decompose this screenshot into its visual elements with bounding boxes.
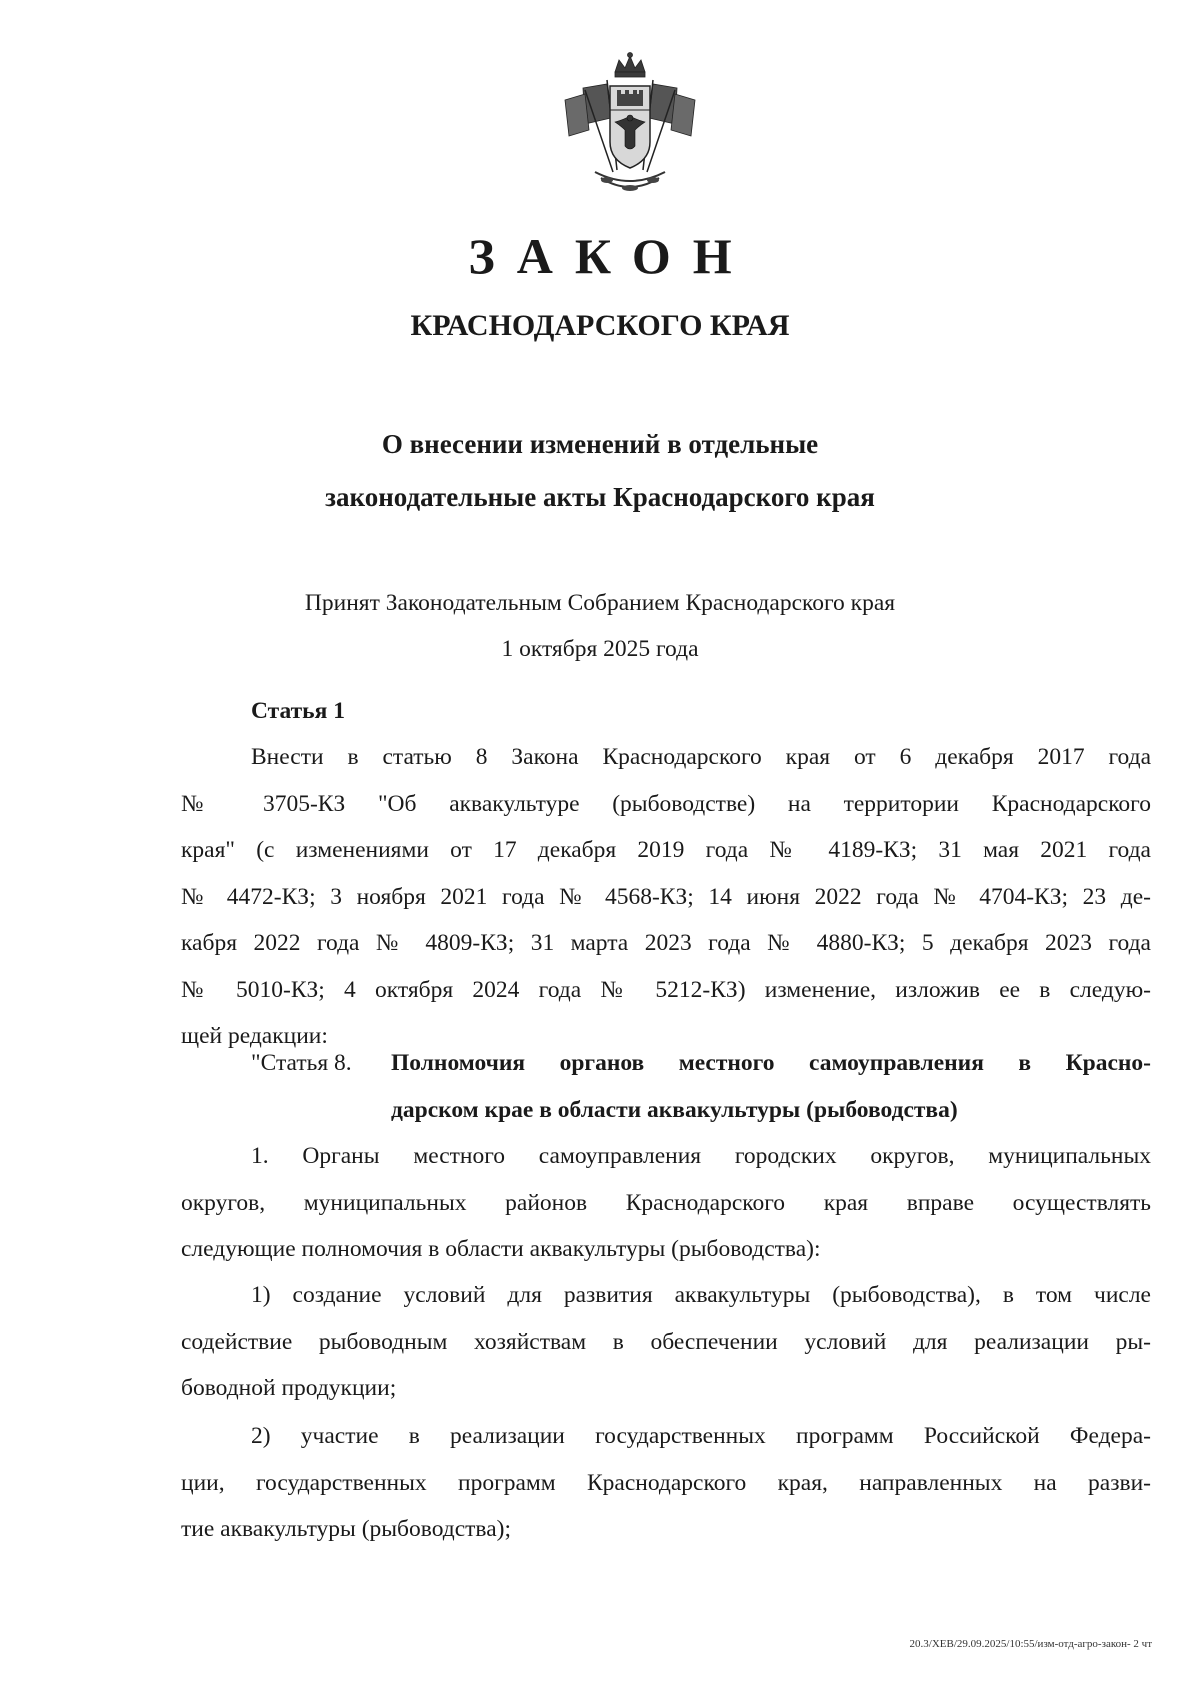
- adoption-date: 1 октября 2025 года: [501, 636, 699, 662]
- text-line: щей редакции:: [181, 1023, 328, 1049]
- text-line: кабря 2022 года № 4809-КЗ; 31 марта 2023 года № 4880-КЗ; 5 декабря 2023 года: [181, 930, 1151, 956]
- text-line: 2) участие в реализации государственных программ Российской Федера-: [251, 1423, 1151, 1449]
- text-line: тие аквакультуры (рыбоводства);: [181, 1516, 511, 1542]
- text-line: № 5010-КЗ; 4 октября 2024 года № 5212-КЗ) изменение, изложив ее в следую-: [181, 976, 1151, 1003]
- text-line: 1) создание условий для развития аквакультуры (рыбоводства), в том числе: [251, 1282, 1151, 1308]
- document-footer-code: 20.3/ХЕВ/29.09.2025/10:55/изм-отд-агро-закон- 2 чт: [909, 1638, 1152, 1650]
- law-subject-line: О внесении изменений в отдельные: [381, 429, 819, 459]
- text-line: Полномочия органов местного самоуправления в Красно-: [391, 1050, 1151, 1076]
- text-line: ции, государственных программ Краснодарского края, направленных на разви-: [181, 1469, 1151, 1496]
- text-line: дарском крае в области аквакультуры (рыбоводства): [391, 1096, 958, 1123]
- item-1-paragraph: [181, 1272, 1151, 1412]
- text-line: округов, муниципальных районов Краснодарского края вправе осуществлять: [181, 1189, 1151, 1216]
- article-8-heading: [391, 1040, 1151, 1133]
- adoption-body: Принят Законодательным Собранием Краснодарского края: [304, 590, 896, 616]
- coat-of-arms-emblem: [555, 50, 705, 200]
- article-1-heading: Статья 1: [251, 698, 345, 724]
- text-line: Внести в статью 8 Закона Краснодарского края от 6 декабря 2017 года: [251, 744, 1151, 770]
- adoption-info: [0, 580, 1200, 672]
- law-subject-line: законодательные акты Краснодарского края: [325, 482, 875, 512]
- item-2-paragraph: [181, 1413, 1151, 1553]
- text-line: боводной продукции;: [181, 1375, 397, 1401]
- region-title: КРАСНОДАРСКОГО КРАЯ: [410, 309, 790, 342]
- article-8-label: "Статья 8.: [251, 1050, 352, 1076]
- text-line: содействие рыбоводным хозяйствам в обеспечении условий для реализации ры-: [181, 1328, 1151, 1355]
- law-subject: [0, 418, 1200, 524]
- article-1-paragraph: [181, 734, 1151, 1060]
- clause-1-paragraph: [181, 1133, 1151, 1273]
- law-title: ЗАКОН: [468, 228, 754, 284]
- text-line: 1. Органы местного самоуправления городских округов, муниципальных: [251, 1143, 1151, 1169]
- text-line: № 4472-КЗ; 3 ноября 2021 года № 4568-КЗ; 14 июня 2022 года № 4704-КЗ; 23 де-: [181, 883, 1151, 910]
- text-line: № 3705-КЗ "Об аквакультуре (рыбоводстве) на территории Краснодарского: [181, 790, 1151, 817]
- text-line: следующие полномочия в области аквакультуры (рыбоводства):: [181, 1236, 821, 1262]
- text-line: края" (с изменениями от 17 декабря 2019 года № 4189-КЗ; 31 мая 2021 года: [181, 837, 1151, 863]
